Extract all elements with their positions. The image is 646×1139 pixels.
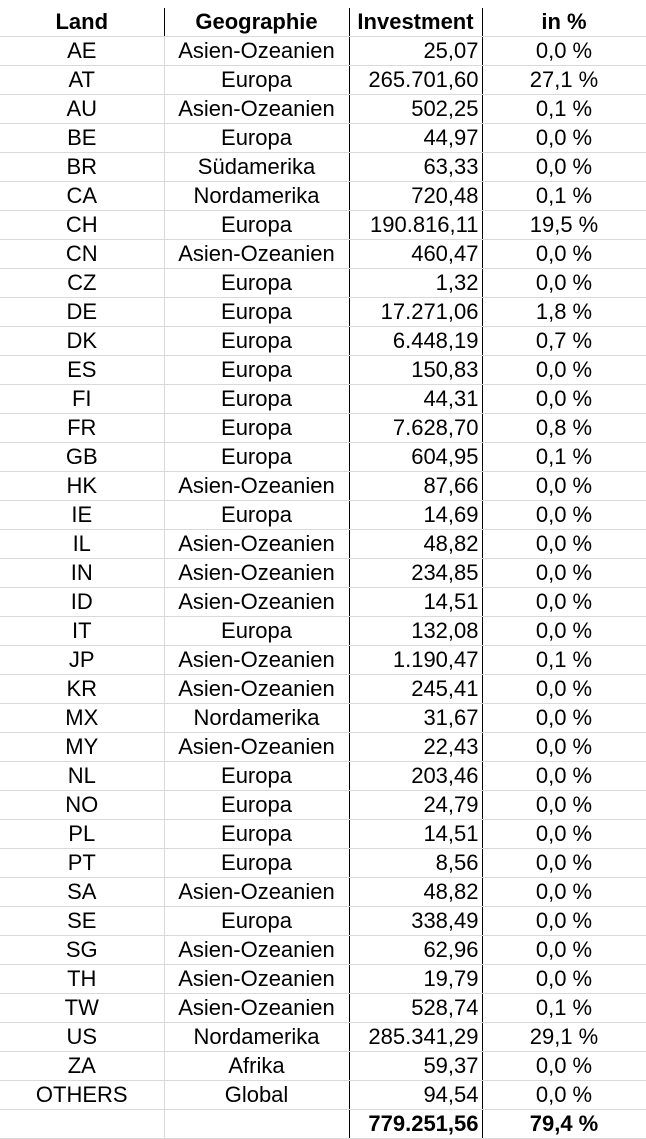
percent-cell[interactable]: 0,0 % bbox=[482, 501, 646, 530]
table-row bbox=[0, 356, 646, 385]
investment-cell[interactable]: 150,83 bbox=[349, 356, 482, 385]
investment-cell[interactable]: 48,82 bbox=[349, 878, 482, 907]
investment-cell[interactable]: 1,32 bbox=[349, 269, 482, 298]
investment-cell[interactable]: 7.628,70 bbox=[349, 414, 482, 443]
percent-cell[interactable]: 0,0 % bbox=[482, 153, 646, 182]
geographie-cell[interactable]: Asien-Ozeanien bbox=[164, 240, 349, 269]
table-row bbox=[0, 240, 646, 269]
land-cell[interactable]: IT bbox=[0, 617, 164, 646]
investment-cell[interactable]: 94,54 bbox=[349, 1081, 482, 1110]
land-cell[interactable]: ID bbox=[0, 588, 164, 617]
investment-cell[interactable]: 48,82 bbox=[349, 530, 482, 559]
table-row bbox=[0, 443, 646, 472]
percent-cell[interactable]: 0,0 % bbox=[482, 907, 646, 936]
geographie-cell[interactable]: Europa bbox=[164, 211, 349, 240]
land-cell[interactable]: SE bbox=[0, 907, 164, 936]
land-cell[interactable]: AE bbox=[0, 37, 164, 66]
table-row bbox=[0, 878, 646, 907]
geographie-cell[interactable]: Asien-Ozeanien bbox=[164, 965, 349, 994]
total-investment[interactable]: 779.251,56 bbox=[349, 1110, 482, 1139]
percent-cell[interactable]: 0,0 % bbox=[482, 704, 646, 733]
table-row bbox=[0, 37, 646, 66]
percent-cell[interactable]: 0,0 % bbox=[482, 356, 646, 385]
investment-cell[interactable]: 604,95 bbox=[349, 443, 482, 472]
geographie-cell[interactable]: Europa bbox=[164, 501, 349, 530]
investment-cell[interactable]: 63,33 bbox=[349, 153, 482, 182]
percent-cell[interactable]: 0,0 % bbox=[482, 878, 646, 907]
geographie-cell[interactable]: Europa bbox=[164, 762, 349, 791]
percent-cell[interactable]: 0,0 % bbox=[482, 472, 646, 501]
total-row bbox=[0, 1110, 646, 1139]
investment-cell[interactable]: 44,97 bbox=[349, 124, 482, 153]
investment-cell[interactable]: 14,69 bbox=[349, 501, 482, 530]
investment-cell[interactable]: 62,96 bbox=[349, 936, 482, 965]
geographie-cell[interactable]: Europa bbox=[164, 820, 349, 849]
geographie-cell[interactable]: Nordamerika bbox=[164, 1023, 349, 1052]
investment-cell[interactable]: 24,79 bbox=[349, 791, 482, 820]
table-row bbox=[0, 124, 646, 153]
table-row bbox=[0, 994, 646, 1023]
land-cell[interactable]: CZ bbox=[0, 269, 164, 298]
percent-cell[interactable]: 0,0 % bbox=[482, 762, 646, 791]
table-row bbox=[0, 733, 646, 762]
percent-cell[interactable]: 0,7 % bbox=[482, 327, 646, 356]
geographie-cell[interactable]: Asien-Ozeanien bbox=[164, 675, 349, 704]
investment-cell[interactable]: 502,25 bbox=[349, 95, 482, 124]
table-row bbox=[0, 675, 646, 704]
percent-cell[interactable]: 0,0 % bbox=[482, 675, 646, 704]
table-row bbox=[0, 269, 646, 298]
percent-cell[interactable]: 0,0 % bbox=[482, 617, 646, 646]
land-cell[interactable]: KR bbox=[0, 675, 164, 704]
table-row bbox=[0, 646, 646, 675]
percent-cell[interactable]: 27,1 % bbox=[482, 66, 646, 95]
table-row bbox=[0, 501, 646, 530]
investment-cell[interactable]: 17.271,06 bbox=[349, 298, 482, 327]
header-percent[interactable]: in % bbox=[482, 8, 646, 37]
percent-cell[interactable]: 0,0 % bbox=[482, 559, 646, 588]
investment-cell[interactable]: 22,43 bbox=[349, 733, 482, 762]
percent-cell[interactable]: 0,0 % bbox=[482, 37, 646, 66]
investment-cell[interactable]: 87,66 bbox=[349, 472, 482, 501]
land-cell[interactable]: PT bbox=[0, 849, 164, 878]
total-land-cell[interactable] bbox=[0, 1110, 164, 1139]
geographie-cell[interactable]: Asien-Ozeanien bbox=[164, 588, 349, 617]
geographie-cell[interactable]: Asien-Ozeanien bbox=[164, 994, 349, 1023]
geographie-cell[interactable]: Europa bbox=[164, 327, 349, 356]
investment-cell[interactable]: 44,31 bbox=[349, 385, 482, 414]
land-cell[interactable]: CH bbox=[0, 211, 164, 240]
geographie-cell[interactable]: Nordamerika bbox=[164, 182, 349, 211]
land-cell[interactable]: SA bbox=[0, 878, 164, 907]
header-row bbox=[0, 8, 646, 37]
land-cell[interactable]: BR bbox=[0, 153, 164, 182]
investment-cell[interactable]: 31,67 bbox=[349, 704, 482, 733]
table-row bbox=[0, 472, 646, 501]
investment-cell[interactable]: 6.448,19 bbox=[349, 327, 482, 356]
investment-cell[interactable]: 190.816,11 bbox=[349, 211, 482, 240]
geographie-cell[interactable]: Europa bbox=[164, 907, 349, 936]
table-row bbox=[0, 791, 646, 820]
investment-cell[interactable]: 338,49 bbox=[349, 907, 482, 936]
table-row bbox=[0, 530, 646, 559]
geographie-cell[interactable]: Asien-Ozeanien bbox=[164, 472, 349, 501]
geographie-cell[interactable]: Asien-Ozeanien bbox=[164, 646, 349, 675]
land-cell[interactable]: OTHERS bbox=[0, 1081, 164, 1110]
investment-cell[interactable]: 203,46 bbox=[349, 762, 482, 791]
geographie-cell[interactable]: Europa bbox=[164, 298, 349, 327]
percent-cell[interactable]: 0,0 % bbox=[482, 820, 646, 849]
investment-cell[interactable]: 265.701,60 bbox=[349, 66, 482, 95]
investment-cell[interactable]: 528,74 bbox=[349, 994, 482, 1023]
geographie-cell[interactable]: Europa bbox=[164, 414, 349, 443]
geographie-cell[interactable]: Europa bbox=[164, 385, 349, 414]
table-row bbox=[0, 153, 646, 182]
percent-cell[interactable]: 0,0 % bbox=[482, 385, 646, 414]
geographie-cell[interactable]: Europa bbox=[164, 269, 349, 298]
percent-cell[interactable]: 0,0 % bbox=[482, 1081, 646, 1110]
table-body bbox=[0, 37, 646, 1110]
percent-cell[interactable]: 0,0 % bbox=[482, 791, 646, 820]
table-row bbox=[0, 1023, 646, 1052]
land-cell[interactable]: FI bbox=[0, 385, 164, 414]
geographie-cell[interactable]: Europa bbox=[164, 443, 349, 472]
investment-cell[interactable]: 460,47 bbox=[349, 240, 482, 269]
investment-cell[interactable]: 132,08 bbox=[349, 617, 482, 646]
land-cell[interactable]: MY bbox=[0, 733, 164, 762]
table-row bbox=[0, 936, 646, 965]
land-cell[interactable]: US bbox=[0, 1023, 164, 1052]
land-cell[interactable]: DK bbox=[0, 327, 164, 356]
percent-cell[interactable]: 0,1 % bbox=[482, 646, 646, 675]
table-row bbox=[0, 1081, 646, 1110]
investment-cell[interactable]: 19,79 bbox=[349, 965, 482, 994]
geographie-cell[interactable]: Südamerika bbox=[164, 153, 349, 182]
geographie-cell[interactable]: Europa bbox=[164, 124, 349, 153]
investment-cell[interactable]: 285.341,29 bbox=[349, 1023, 482, 1052]
land-cell[interactable]: TH bbox=[0, 965, 164, 994]
table-row bbox=[0, 414, 646, 443]
percent-cell[interactable]: 0,1 % bbox=[482, 994, 646, 1023]
table-row bbox=[0, 965, 646, 994]
geographie-cell[interactable]: Asien-Ozeanien bbox=[164, 878, 349, 907]
investment-table bbox=[0, 8, 646, 1139]
header-geographie[interactable]: Geographie bbox=[164, 8, 349, 37]
percent-cell[interactable]: 0,0 % bbox=[482, 965, 646, 994]
land-cell[interactable]: PL bbox=[0, 820, 164, 849]
land-cell[interactable]: SG bbox=[0, 936, 164, 965]
land-cell[interactable]: ES bbox=[0, 356, 164, 385]
land-cell[interactable]: MX bbox=[0, 704, 164, 733]
percent-cell[interactable]: 0,0 % bbox=[482, 733, 646, 762]
table-row bbox=[0, 95, 646, 124]
percent-cell[interactable]: 29,1 % bbox=[482, 1023, 646, 1052]
geographie-cell[interactable]: Asien-Ozeanien bbox=[164, 559, 349, 588]
percent-cell[interactable]: 0,0 % bbox=[482, 240, 646, 269]
geographie-cell[interactable]: Nordamerika bbox=[164, 704, 349, 733]
percent-cell[interactable]: 0,1 % bbox=[482, 182, 646, 211]
percent-cell[interactable]: 0,1 % bbox=[482, 95, 646, 124]
percent-cell[interactable]: 0,0 % bbox=[482, 936, 646, 965]
land-cell[interactable]: FR bbox=[0, 414, 164, 443]
geographie-cell[interactable]: Global bbox=[164, 1081, 349, 1110]
percent-cell[interactable]: 0,0 % bbox=[482, 849, 646, 878]
land-cell[interactable]: NL bbox=[0, 762, 164, 791]
investment-cell[interactable]: 245,41 bbox=[349, 675, 482, 704]
geographie-cell[interactable]: Europa bbox=[164, 617, 349, 646]
investment-cell[interactable]: 1.190,47 bbox=[349, 646, 482, 675]
geographie-cell[interactable]: Asien-Ozeanien bbox=[164, 733, 349, 762]
investment-cell[interactable]: 59,37 bbox=[349, 1052, 482, 1081]
total-percent[interactable]: 79,4 % bbox=[482, 1110, 646, 1139]
investment-cell[interactable]: 14,51 bbox=[349, 820, 482, 849]
geographie-cell[interactable]: Europa bbox=[164, 849, 349, 878]
geographie-cell[interactable]: Afrika bbox=[164, 1052, 349, 1081]
land-cell[interactable]: TW bbox=[0, 994, 164, 1023]
investment-cell[interactable]: 25,07 bbox=[349, 37, 482, 66]
land-cell[interactable]: IE bbox=[0, 501, 164, 530]
table-row bbox=[0, 907, 646, 936]
investment-cell[interactable]: 14,51 bbox=[349, 588, 482, 617]
investment-cell[interactable]: 234,85 bbox=[349, 559, 482, 588]
geographie-cell[interactable]: Asien-Ozeanien bbox=[164, 37, 349, 66]
land-cell[interactable]: NO bbox=[0, 791, 164, 820]
table-row bbox=[0, 182, 646, 211]
table-row bbox=[0, 617, 646, 646]
table-row bbox=[0, 327, 646, 356]
total-geo-cell[interactable] bbox=[164, 1110, 349, 1139]
land-cell[interactable]: BE bbox=[0, 124, 164, 153]
land-cell[interactable]: DE bbox=[0, 298, 164, 327]
geographie-cell[interactable]: Europa bbox=[164, 791, 349, 820]
geographie-cell[interactable]: Europa bbox=[164, 356, 349, 385]
land-cell[interactable]: AT bbox=[0, 66, 164, 95]
land-cell[interactable]: CA bbox=[0, 182, 164, 211]
land-cell[interactable]: GB bbox=[0, 443, 164, 472]
table-row bbox=[0, 385, 646, 414]
percent-cell[interactable]: 0,0 % bbox=[482, 1052, 646, 1081]
percent-cell[interactable]: 0,8 % bbox=[482, 414, 646, 443]
table-row bbox=[0, 849, 646, 878]
table-row bbox=[0, 588, 646, 617]
land-cell[interactable]: IL bbox=[0, 530, 164, 559]
table-row bbox=[0, 211, 646, 240]
percent-cell[interactable]: 0,0 % bbox=[482, 588, 646, 617]
percent-cell[interactable]: 0,0 % bbox=[482, 530, 646, 559]
land-cell[interactable]: AU bbox=[0, 95, 164, 124]
percent-cell[interactable]: 0,1 % bbox=[482, 443, 646, 472]
investment-cell[interactable]: 8,56 bbox=[349, 849, 482, 878]
land-cell[interactable]: IN bbox=[0, 559, 164, 588]
land-cell[interactable]: HK bbox=[0, 472, 164, 501]
header-investment[interactable]: Investment bbox=[349, 8, 482, 37]
table-row bbox=[0, 704, 646, 733]
table-row bbox=[0, 1052, 646, 1081]
header-land[interactable]: Land bbox=[0, 8, 164, 37]
percent-cell[interactable]: 1,8 % bbox=[482, 298, 646, 327]
geographie-cell[interactable]: Asien-Ozeanien bbox=[164, 936, 349, 965]
table-row bbox=[0, 559, 646, 588]
investment-cell[interactable]: 720,48 bbox=[349, 182, 482, 211]
land-cell[interactable]: ZA bbox=[0, 1052, 164, 1081]
table-row bbox=[0, 298, 646, 327]
geographie-cell[interactable]: Asien-Ozeanien bbox=[164, 530, 349, 559]
land-cell[interactable]: CN bbox=[0, 240, 164, 269]
percent-cell[interactable]: 19,5 % bbox=[482, 211, 646, 240]
geographie-cell[interactable]: Europa bbox=[164, 66, 349, 95]
land-cell[interactable]: JP bbox=[0, 646, 164, 675]
percent-cell[interactable]: 0,0 % bbox=[482, 269, 646, 298]
percent-cell[interactable]: 0,0 % bbox=[482, 124, 646, 153]
table-row bbox=[0, 66, 646, 95]
table-row bbox=[0, 820, 646, 849]
table-row bbox=[0, 762, 646, 791]
geographie-cell[interactable]: Asien-Ozeanien bbox=[164, 95, 349, 124]
